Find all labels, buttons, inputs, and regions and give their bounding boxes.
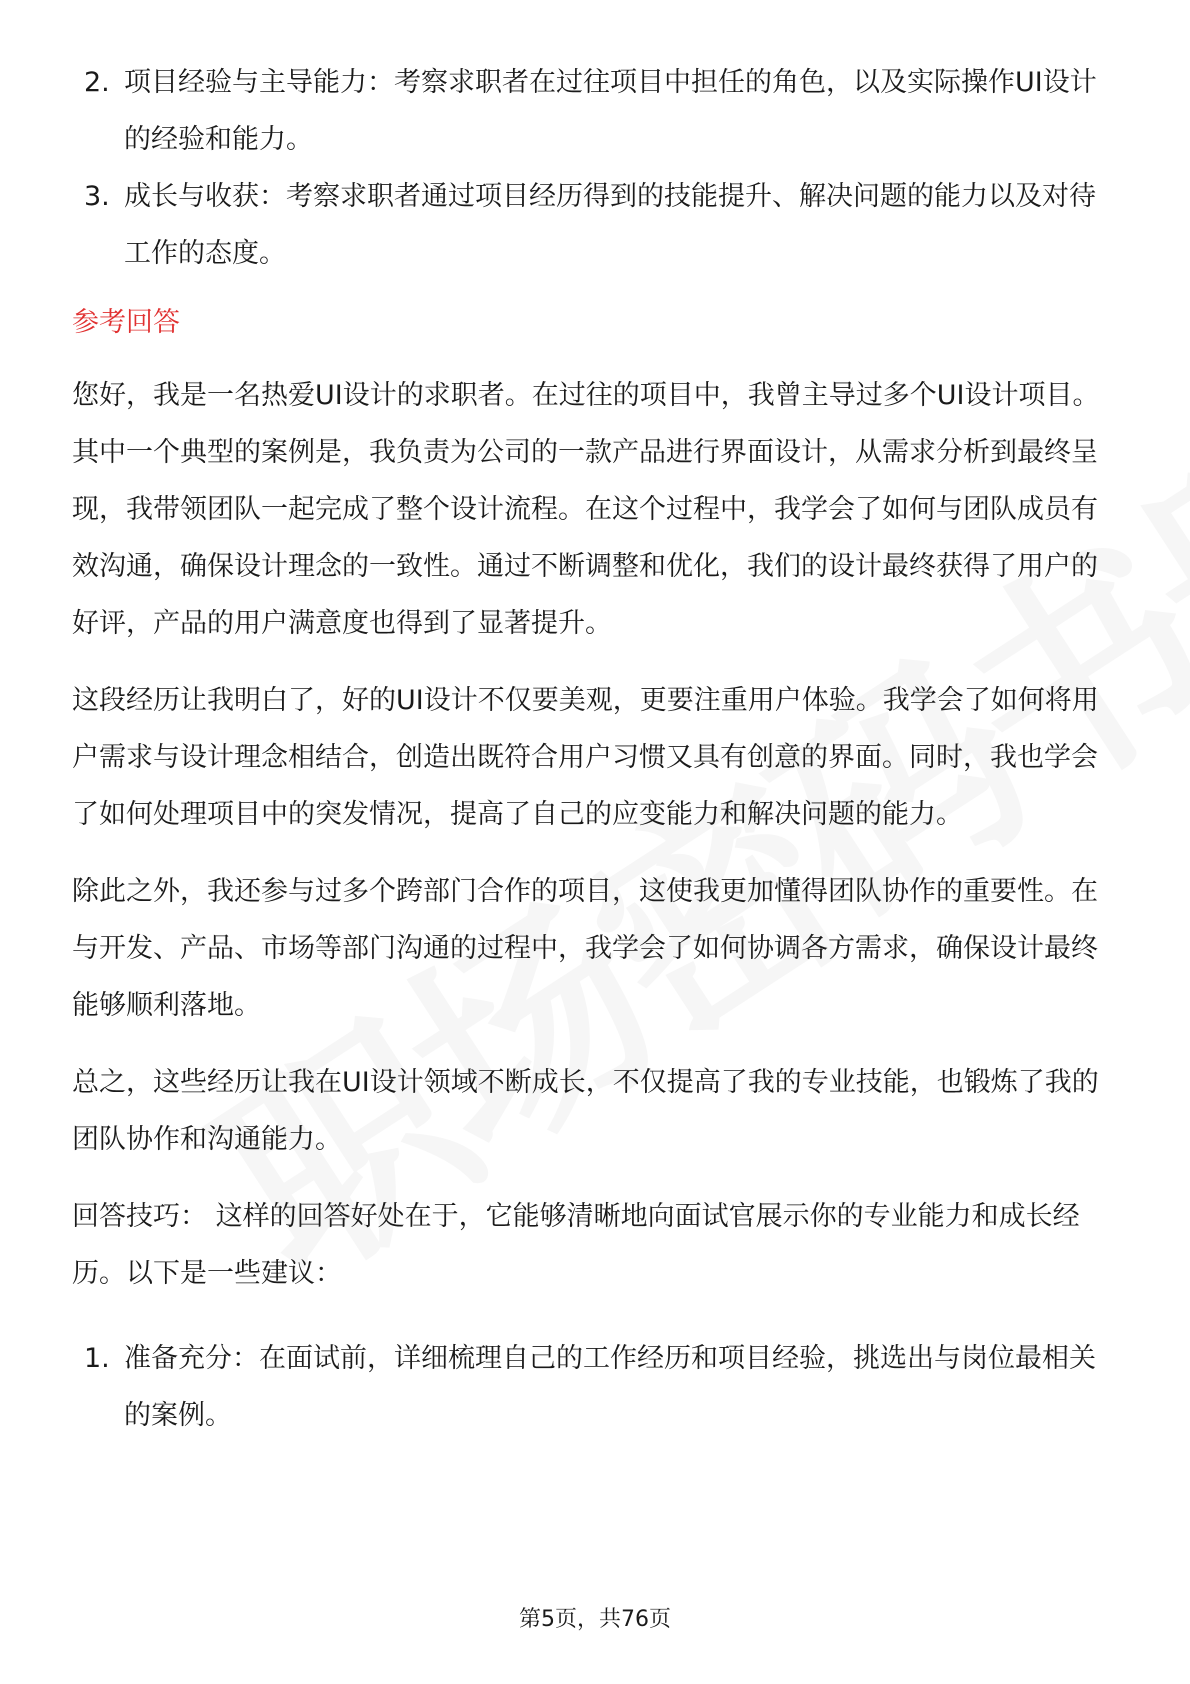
list-item <box>72 54 1118 168</box>
page-footer: 第5页，共76页 <box>519 1607 671 1632</box>
paragraph: 除此之外，我还参与过多个跨部门合作的项目，这使我更加懂得团队协作的重要性。在与开发、产品、市场等部门沟通的过程中，我学会了如何协调各方需求，确保设计最终能够顺利落地。 <box>72 876 1098 1021</box>
paragraph: 回答技巧： 这样的回答好处在于，它能够清晰地向面试官展示你的专业能力和成长经历。以下是一些建议： <box>72 1201 1080 1289</box>
section-title: 参考回答 <box>72 307 180 338</box>
list-number: 2. <box>84 67 110 98</box>
list-item <box>72 1330 1118 1444</box>
list-number: 3. <box>84 181 110 212</box>
document-page <box>72 54 1118 1444</box>
list-item <box>72 168 1118 282</box>
tips-list <box>72 1330 1118 1444</box>
list-text: 准备充分：在面试前，详细梳理自己的工作经历和项目经验，挑选出与岗位最相关的案例。 <box>124 1343 1096 1431</box>
paragraph: 您好，我是一名热爱UI设计的求职者。在过往的项目中，我曾主导过多个UI设计项目。其中一个典型的案例是，我负责为公司的一款产品进行界面设计，从需求分析到最终呈现，我带领团队一起完成了整个设计流程。在这个过程中，我学会了如何与团队成员有效沟通，确保设计理念的一致性。通过不断调整和优化，我们的设计最终获得了用户的好评，产品的用户满意度也得到了显著提升。 <box>72 380 1100 639</box>
criteria-list <box>72 54 1118 282</box>
list-text: 项目经验与主导能力：考察求职者在过往项目中担任的角色，以及实际操作UI设计的经验和能力。 <box>124 67 1097 155</box>
list-number: 1. <box>84 1343 110 1374</box>
paragraph: 这段经历让我明白了，好的UI设计不仅要美观，更要注重用户体验。我学会了如何将用户需求与设计理念相结合，创造出既符合用户习惯又具有创意的界面。同时，我也学会了如何处理项目中的突发情况，提高了自己的应变能力和解决问题的能力。 <box>72 685 1099 830</box>
paragraph: 总之，这些经历让我在UI设计领域不断成长，不仅提高了我的专业技能，也锻炼了我的团队协作和沟通能力。 <box>72 1067 1099 1155</box>
list-text: 成长与收获：考察求职者通过项目经历得到的技能提升、解决问题的能力以及对待工作的态度。 <box>124 181 1096 269</box>
